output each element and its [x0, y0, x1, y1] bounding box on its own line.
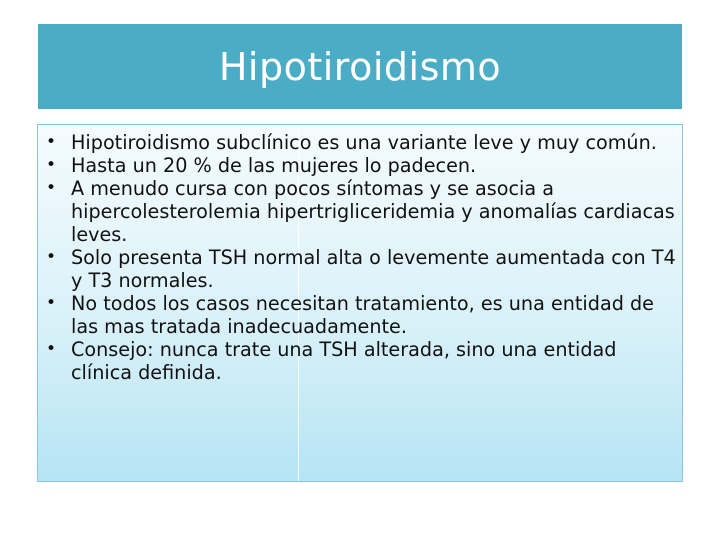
bullet-dot-icon: • [46, 293, 57, 313]
bullet-dot-icon: • [46, 132, 57, 152]
bullet-dot-icon: • [46, 247, 57, 267]
bullet-text: Solo presenta TSH normal alta o levemente aumentada con T4 y T3 normales. [71, 246, 676, 292]
bullet-text: A menudo cursa con pocos síntomas y se asocia a hipercolesterolemia hipertrigliceridemia y anomalías cardiacas leves. [71, 177, 675, 246]
bullet-text: Hasta un 20 % de las mujeres lo padecen. [71, 154, 477, 177]
bullet-item [44, 338, 676, 384]
bullet-dot-icon: • [46, 178, 57, 198]
bullet-item [44, 177, 676, 246]
bullet-item [44, 154, 676, 177]
bullet-dot-icon: • [46, 155, 57, 175]
bullet-text: Hipotiroidismo subclínico es una variante leve y muy común. [71, 131, 657, 154]
slide-title: Hipotiroidismo [218, 44, 502, 89]
bullet-item [44, 246, 676, 292]
content-box [37, 124, 683, 482]
bullet-dot-icon: • [46, 339, 57, 359]
bullet-text: No todos los casos necesitan tratamiento, es una entidad de las mas tratada inadecuadamente. [71, 292, 654, 338]
bullet-text: Consejo: nunca trate una TSH alterada, sino una entidad clínica definida. [71, 338, 617, 384]
bullet-item [44, 131, 676, 154]
bullet-list [44, 131, 676, 384]
bullet-item [44, 292, 676, 338]
title-bar [38, 24, 682, 109]
